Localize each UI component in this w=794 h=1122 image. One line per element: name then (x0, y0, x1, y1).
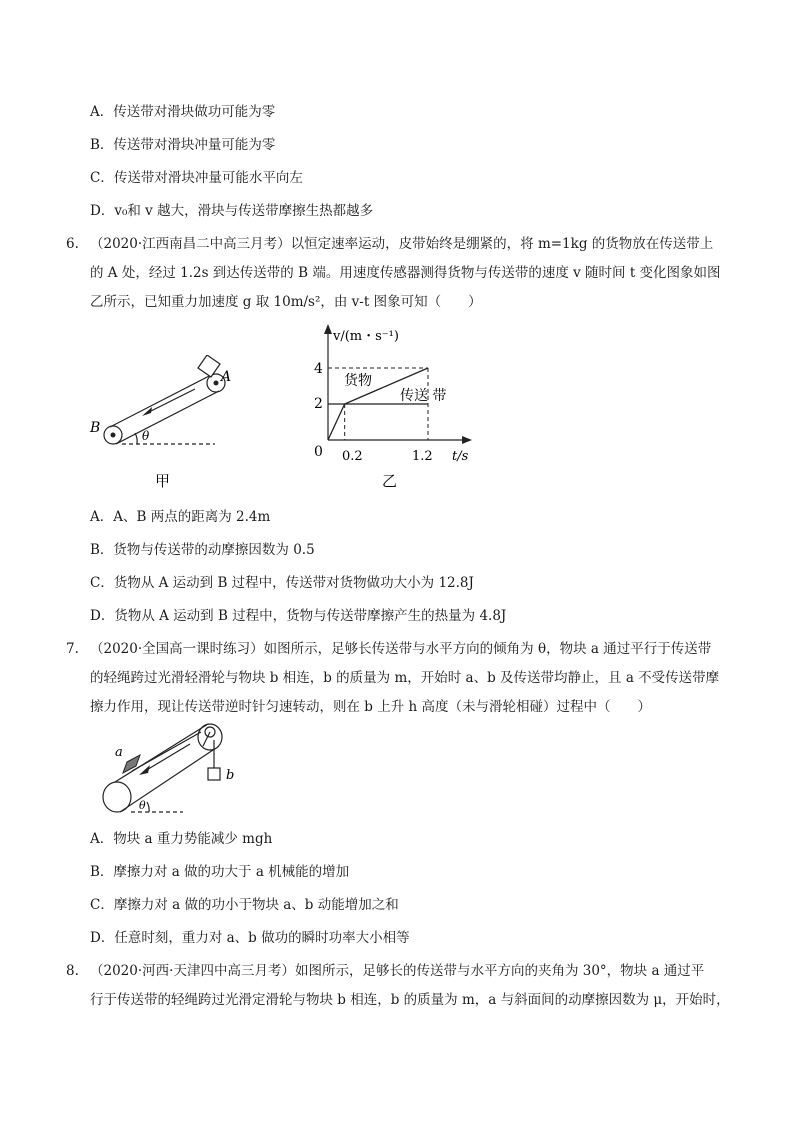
q6-figure-jia (85, 355, 245, 495)
q5-option-b: B．传送带对滑块冲量可能为零 (90, 137, 276, 153)
q6-stem-line-1: （2020·江西南昌二中高三月考）以恒定速率运动，皮带始终是绷紧的，将 m=1kg 的货物放在传送带上 (90, 236, 714, 252)
q6-figure-yi-chart (300, 322, 480, 492)
origin-label: 0 (314, 444, 323, 460)
q6-option-a: A．A、B 两点的距离为 2.4m (90, 509, 271, 525)
label-a: a (115, 745, 123, 760)
label-theta: θ (139, 799, 146, 812)
q6-number: 6. (66, 236, 79, 252)
x-axis-label: t/s (452, 449, 469, 464)
q5-option-a: A．传送带对滑块做功可能为零 (90, 104, 276, 120)
y-tick-2: 2 (314, 396, 323, 412)
q6-option-c: C．货物从 A 运动到 B 过程中，传送带对货物做功大小为 12.8J (90, 575, 474, 591)
label-b: B (90, 420, 101, 436)
q7-option-a: A．物块 a 重力势能减少 mgh (90, 831, 273, 847)
q6-option-b: B．货物与传送带的动摩擦因数为 0.5 (90, 542, 315, 558)
q7-stem-line-1: （2020·全国高一课时练习）如图所示，足够长传送带与水平方向的倾角为 θ，物块 a 通过平行于传送带 (90, 641, 712, 657)
x-tick-1-2: 1.2 (412, 449, 433, 464)
q5-option-c: C．传送带对滑块冲量可能水平向左 (90, 170, 303, 186)
q6-stem-line-2: 的 A 处，经过 1.2s 到达传送带的 B 端。用速度传感器测得货物与传送带的速度 v 随时间 t 变化图象如图 (90, 265, 721, 281)
q6-stem-line-3: 乙所示，已知重力加速度 g 取 10m/s²，由 v-t 图象可知（ ） (90, 294, 482, 310)
q7-stem-line-2: 的轻绳跨过光滑轻滑轮与物块 b 相连，b 的质量为 m，开始时 a、b 及传送带均静止，且 a 不受传送带摩 (90, 670, 720, 686)
caption-jia: 甲 (155, 472, 171, 490)
q7-option-b: B．摩擦力对 a 做的功大于 a 机械能的增加 (90, 864, 350, 880)
label-theta: θ (142, 429, 150, 443)
series-label-belt: 传送 带 (400, 388, 447, 404)
x-tick-0-2: 0.2 (342, 449, 363, 464)
q5-option-d: D．v₀和 v 越大，滑块与传送带摩擦生热都越多 (90, 203, 374, 219)
q8-number: 8. (66, 963, 79, 979)
label-b: b (226, 768, 235, 783)
label-a: A (221, 369, 232, 385)
q7-option-c: C．摩擦力对 a 做的功小于物块 a、b 动能增加之和 (90, 897, 399, 913)
y-axis-label: v/(m・s⁻¹) (333, 329, 399, 344)
q7-figure (95, 718, 265, 818)
q7-number: 7. (66, 641, 79, 657)
q7-option-d: D．任意时刻，重力对 a、b 做功的瞬时功率大小相等 (90, 930, 410, 946)
q8-stem-line-2: 行于传送带的轻绳跨过光滑定滑轮与物块 b 相连，b 的质量为 m，a 与斜面间的动摩擦因数为 μ，开始时， (90, 992, 730, 1008)
y-tick-4: 4 (314, 361, 323, 377)
series-label-goods: 货物 (344, 373, 372, 389)
q8-stem-line-1: （2020·河西·天津四中高三月考）如图所示，足够长的传送带与水平方向的夹角为 30°，物块 a 通过平 (90, 963, 705, 979)
q7-stem-line-3: 擦力作用，现让传送带逆时针匀速转动，则在 b 上升 h 高度（未与滑轮相碰）过程中（ ） (90, 699, 652, 715)
q6-option-d: D．货物从 A 运动到 B 过程中，货物与传送带摩擦产生的热量为 4.8J (90, 608, 507, 624)
caption-yi: 乙 (382, 472, 398, 490)
